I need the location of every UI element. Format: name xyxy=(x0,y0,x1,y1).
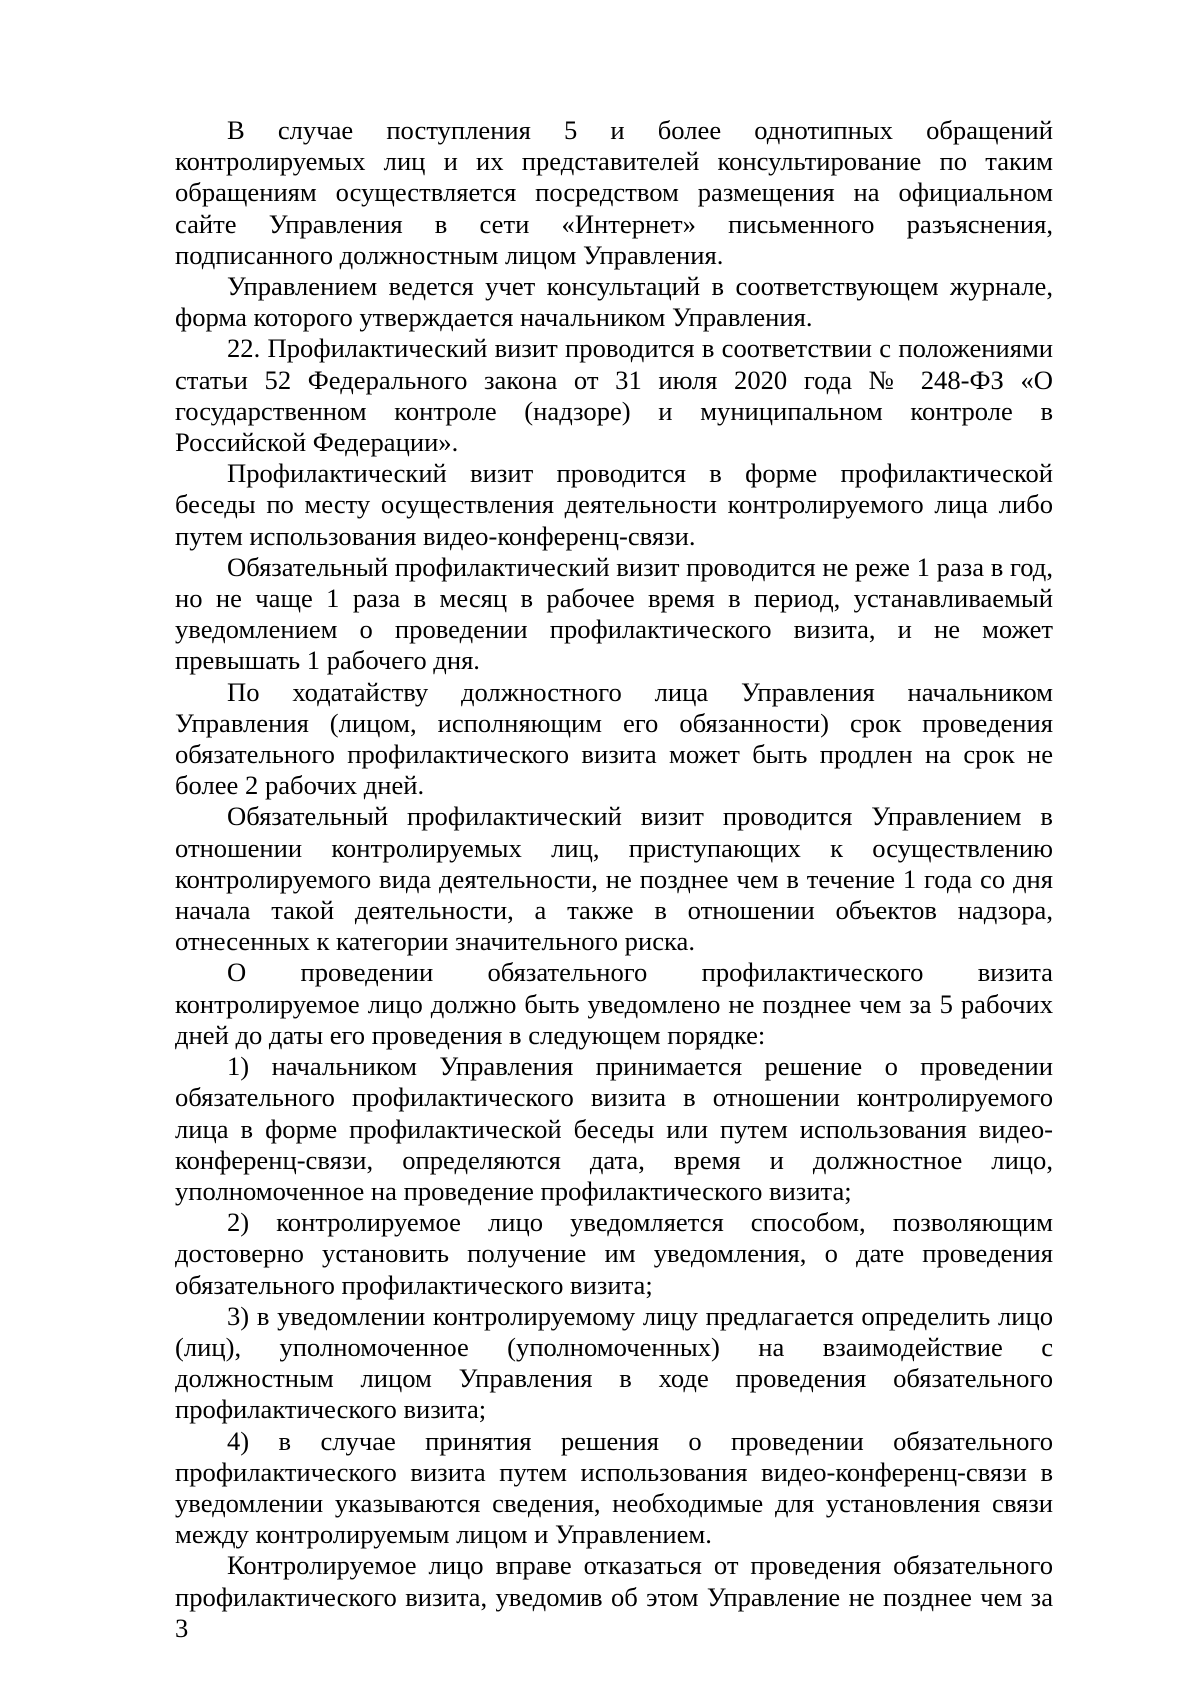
paragraph-visit-extension: По ходатайству должностного лица Управления начальником Управления (лицом, исполняющим его обязанности) срок проведения обязательного профилактического визита может быть продлен на срок не более 2 рабочих дней. xyxy=(175,676,1053,801)
list-item-4: 4) в случае принятия решения о проведении обязательного профилактического визита путем использования видео-конференц-связи в уведомлении указываются сведения, необходимые для установления связи между контролируемым лицом и Управлением. xyxy=(175,1425,1053,1550)
paragraph-consultation-log: Управлением ведется учет консультаций в соответствующем журнале, форма которого утверждается начальником Управления. xyxy=(175,271,1053,333)
paragraph-item-22: 22. Профилактический визит проводится в соответствии с положениями статьи 52 Федерального закона от 31 июля 2020 года № 248-ФЗ «О государственном контроле (надзоре) и муниципальном контроле в Российской Федерации». xyxy=(175,333,1053,458)
list-item-3: 3) в уведомлении контролируемому лицу предлагается определить лицо (лиц), уполномоченное (уполномоченных) на взаимодействие с должностным лицом Управления в ходе проведения обязательного профилактического визита; xyxy=(175,1300,1053,1425)
list-item-2: 2) контролируемое лицо уведомляется способом, позволяющим достоверно установить получение им уведомления, о дате проведения обязательного профилактического визита; xyxy=(175,1207,1053,1300)
document-body xyxy=(175,115,1053,1644)
paragraph-mandatory-visit-scope: Обязательный профилактический визит проводится Управлением в отношении контролируемых лиц, приступающих к осуществлению контролируемого вида деятельности, не позднее чем в течение 1 года со дня начала такой деятельности, а также в отношении объектов надзора, отнесенных к категории значительного риска. xyxy=(175,801,1053,957)
paragraph-visit-form: Профилактический визит проводится в форме профилактической беседы по месту осуществления деятельности контролируемого лица либо путем использования видео-конференц-связи. xyxy=(175,458,1053,551)
paragraph-refusal: Контролируемое лицо вправе отказаться от проведения обязательного профилактического визита, уведомив об этом Управление не позднее чем за 3 xyxy=(175,1550,1053,1643)
paragraph-mandatory-visit-frequency: Обязательный профилактический визит проводится не реже 1 раза в год, но не чаще 1 раза в месяц в рабочее время в период, устанавливаемый уведомлением о проведении профилактического визита, и не может превышать 1 рабочего дня. xyxy=(175,551,1053,676)
paragraph-notification-order: О проведении обязательного профилактического визита контролируемое лицо должно быть уведомлено не позднее чем за 5 рабочих дней до даты его проведения в следующем порядке: xyxy=(175,957,1053,1050)
list-item-1: 1) начальником Управления принимается решение о проведении обязательного профилактического визита в отношении контролируемого лица в форме профилактической беседы или путем использования видео-конференц-связи, определяются дата, время и должностное лицо, уполномоченное на проведение профилактического визита; xyxy=(175,1051,1053,1206)
paragraph-consultations-bulk: В случае поступления 5 и более однотипных обращений контролируемых лиц и их представителей консультирование по таким обращениям осуществляется посредством размещения на официальном сайте Управления в сети «Интернет» письменного разъяснения, подписанного должностным лицом Управления. xyxy=(175,115,1053,270)
